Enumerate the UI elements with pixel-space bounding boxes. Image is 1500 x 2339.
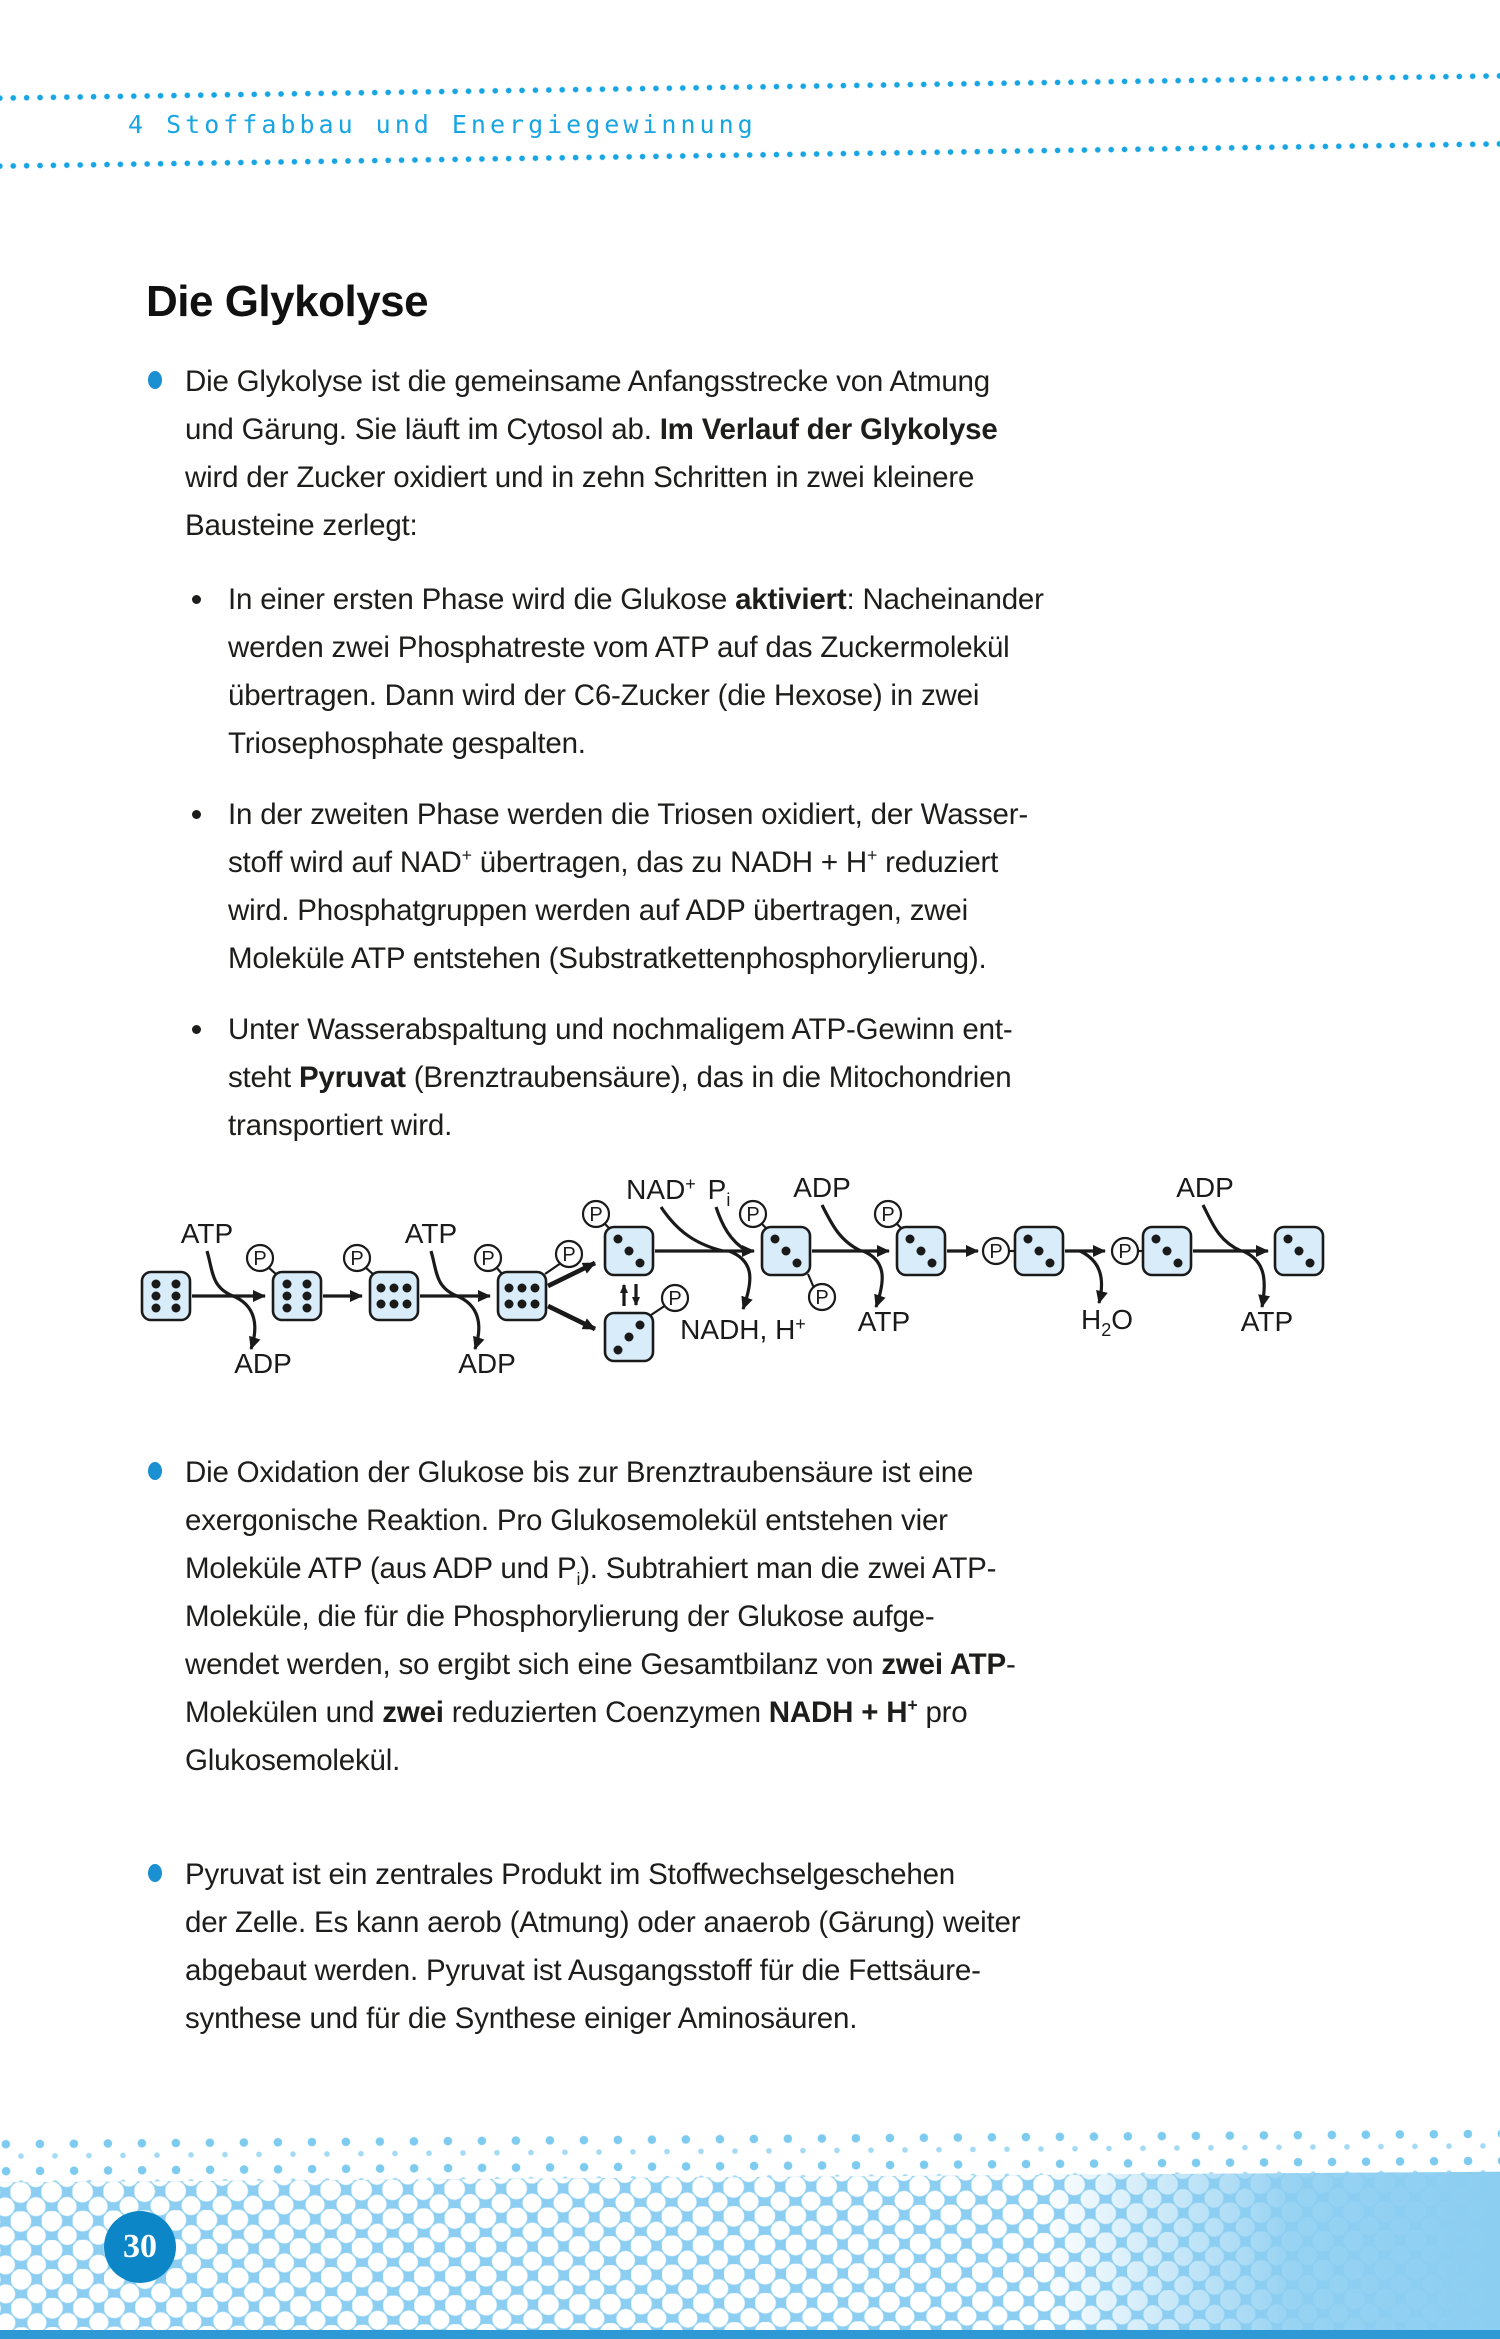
- sub-bullet-pyruvat-formation: [192, 1006, 1482, 1150]
- arrow-nad-in: [661, 1207, 723, 1251]
- phosphate-circle: [556, 1241, 582, 1267]
- header-dotted-rule-bottom: [0, 140, 1500, 169]
- paragraph-phase2: In der zweiten Phase werden die Triosen oxidiert, der Wasser- stoff wird auf NAD+ übertragen, das zu NADH + H+ reduziert wird. Phosphatgruppen werden auf ADP übertragen, zwei Moleküle ATP entstehen (Substratkettenphosphorylierung).: [228, 798, 1028, 975]
- label-adp: ADP: [458, 1348, 516, 1379]
- label-adp: ADP: [793, 1172, 851, 1203]
- arrow-split-lower: [548, 1306, 595, 1329]
- die-triose-upper: [605, 1227, 653, 1275]
- arrow-h2o-out: [1080, 1251, 1102, 1303]
- sub-bullet-phase1: [192, 576, 1482, 768]
- page-title: Die Glykolyse: [146, 277, 429, 327]
- chapter-label: 4 Stoffabbau und Energiegewinnung: [128, 110, 757, 139]
- paragraph-balance: Die Oxidation der Glukose bis zur Brenztraubensäure ist eine exergonische Reaktion. Pro Glukosemolekül entstehen vier Moleküle ATP (aus ADP und $P_i$). Subtrahiert man die zwei ATP- Moleküle, die für die Phosphorylierung der Glukose aufge- wendet werden, so ergibt sich eine Gesamtbilanz von zwei ATP- Molekülen und zwei reduzierten Coenzymen NADH + H+ pro Glukosemolekül.: [185, 1456, 1016, 1777]
- svg-text:P: P: [815, 1287, 829, 1309]
- arrow-atp-out-1: [863, 1251, 882, 1307]
- label-pi: $P_i$: [707, 1174, 731, 1210]
- die-fructose-16-bp: [498, 1272, 546, 1320]
- glycolysis-diagram: [95, 1155, 1405, 1395]
- sub-bullet-dot: [192, 1025, 201, 1034]
- phosphate-circle: [475, 1245, 501, 1271]
- svg-text:P: P: [253, 1248, 267, 1270]
- bullet-item-intro: [148, 358, 1438, 550]
- arrow-adp-in-1: [822, 1205, 861, 1251]
- die-2-pg: [1015, 1227, 1063, 1275]
- label-nad: NAD+: [626, 1174, 696, 1205]
- label-adp: ADP: [234, 1348, 292, 1379]
- die-pep: [1143, 1227, 1191, 1275]
- phosphate-circle: [1112, 1238, 1138, 1264]
- label-atp: ATP: [404, 1218, 458, 1249]
- label-atp: ATP: [857, 1306, 911, 1337]
- die-pyruvat: [1275, 1227, 1323, 1275]
- footer-halftone-band: [0, 2171, 1500, 2339]
- phosphate-circle: [247, 1245, 273, 1271]
- svg-text:P: P: [589, 1204, 603, 1226]
- phosphate-circle: [662, 1285, 688, 1311]
- sub-bullet-dot: [192, 810, 201, 819]
- arrow-atp-out-2: [1243, 1251, 1264, 1307]
- bullet-dot: [148, 1462, 162, 1480]
- header-dotted-rule-top: [0, 72, 1500, 101]
- bullet-item-balance: [148, 1449, 1438, 1785]
- die-fructose-6-p: [370, 1272, 418, 1320]
- svg-text:P: P: [746, 1204, 760, 1226]
- sub-bullet-phase2: [192, 791, 1482, 983]
- phosphate-circle: [344, 1245, 370, 1271]
- phosphate-circle: [809, 1284, 835, 1310]
- arrow-nadh-out: [729, 1251, 750, 1309]
- svg-text:P: P: [989, 1241, 1003, 1263]
- label-h2o: $H_2O$: [1080, 1304, 1134, 1340]
- phosphate-circle: [583, 1201, 609, 1227]
- die-glucose: [142, 1272, 190, 1320]
- phosphate-circle: [875, 1201, 901, 1227]
- arrow-atp-adp-1: [207, 1251, 255, 1349]
- phosphate-circle: [983, 1238, 1009, 1264]
- label-atp: ATP: [1240, 1306, 1294, 1337]
- svg-text:P: P: [481, 1248, 495, 1270]
- label-adp: ADP: [1176, 1172, 1234, 1203]
- svg-text:P: P: [562, 1244, 576, 1266]
- svg-text:P: P: [668, 1288, 682, 1310]
- sub-bullet-dot: [192, 595, 201, 604]
- paragraph-pyruvat: Pyruvat ist ein zentrales Produkt im Stoffwechselgeschehen der Zelle. Es kann aerob (Atmung) oder anaerob (Gärung) weiter abgebaut werden. Pyruvat ist Ausgangsstoff für die Fettsäure- synthese und für die Synthese einiger Aminosäuren.: [185, 1858, 1021, 2035]
- bullet-item-pyruvat: [148, 1851, 1438, 2043]
- paragraph-phase1: In einer ersten Phase wird die Glukose aktiviert: Nacheinander werden zwei Phosphatreste vom ATP auf das Zuckermolekül übertragen. Dann wird der C6-Zucker (die Hexose) in zwei Triosephosphate gespalten.: [228, 583, 1044, 760]
- bullet-dot: [148, 1864, 162, 1882]
- die-3-pg: [897, 1227, 945, 1275]
- svg-text:P: P: [350, 1248, 364, 1270]
- paragraph-intro: Die Glykolyse ist die gemeinsame Anfangsstrecke von Atmung und Gärung. Sie läuft im Cytosol ab. Im Verlauf der Glykolyse wird der Zucker oxidiert und in zehn Schritten in zwei kleinere Bausteine zerlegt:: [185, 365, 998, 542]
- bullet-dot: [148, 371, 162, 389]
- arrow-atp-adp-2: [431, 1251, 479, 1349]
- die-triose-lower: [605, 1313, 653, 1361]
- page-number-badge: 30: [104, 2211, 176, 2283]
- svg-text:P: P: [1118, 1241, 1132, 1263]
- label-nadh: NADH, H+: [680, 1314, 806, 1345]
- die-13-bpg: [762, 1227, 810, 1275]
- die-glucose-6-p: [273, 1272, 321, 1320]
- footer-bottom-strip: [0, 2330, 1500, 2339]
- svg-text:P: P: [881, 1204, 895, 1226]
- phosphate-circle: [740, 1201, 766, 1227]
- label-atp: ATP: [180, 1218, 234, 1249]
- paragraph-pyruvat-formation: Unter Wasserabspaltung und nochmaligem ATP-Gewinn ent- steht Pyruvat (Brenztraubensäure), das in die Mitochondrien transportiert wird.: [228, 1013, 1013, 1142]
- arrow-adp-in-2: [1203, 1205, 1241, 1251]
